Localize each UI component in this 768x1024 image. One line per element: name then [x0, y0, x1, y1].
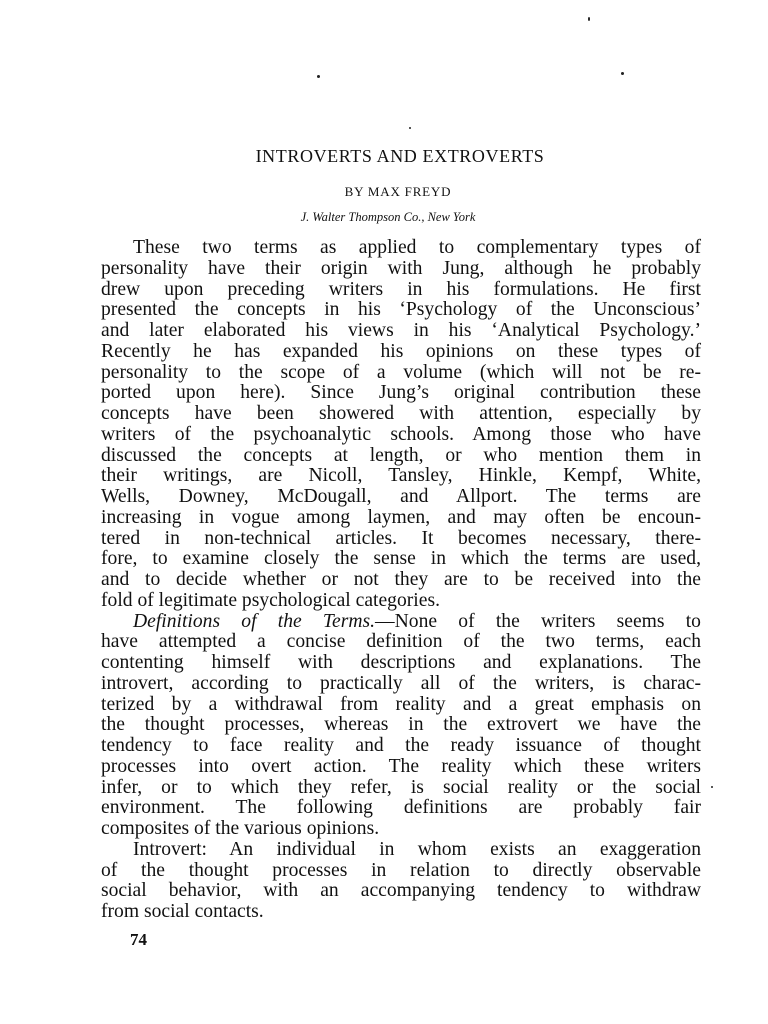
text-line	[101, 757, 701, 778]
text-line	[101, 653, 701, 674]
text-line	[101, 259, 701, 280]
scan-speck	[588, 17, 590, 21]
line-text: and later elaborated his views in his ‘Analytical Psychology.’	[101, 320, 701, 341]
line-text: Introvert: An individual in whom exists an exaggeration	[133, 838, 701, 860]
section-heading-italic: Definitions of the Terms.	[133, 610, 376, 632]
line-text: contenting himself with descriptions and explanations. The	[101, 652, 701, 673]
line-text: increasing in vogue among laymen, and may often be encoun-	[101, 506, 701, 528]
text-line	[101, 819, 701, 840]
paragraph	[101, 612, 701, 840]
line-text: their writings, are Nicoll, Tansley, Hinkle, Kempf, White,	[101, 465, 701, 487]
text-line	[101, 778, 701, 799]
text-line	[101, 466, 701, 487]
text-line	[101, 446, 701, 467]
paragraph	[101, 840, 701, 923]
text-line	[101, 363, 701, 384]
text-line	[101, 529, 701, 550]
line-text: and to decide whether or not they are to be received into the	[101, 569, 701, 590]
text-line	[101, 798, 701, 819]
line-text: writers of the psychoanalytic schools. Among those who have	[101, 423, 701, 445]
line-text: have attempted a concise definition of the two terms, each	[101, 631, 701, 653]
text-line	[101, 612, 701, 633]
line-text: composites of the various opinions.	[101, 818, 380, 839]
line-text: processes into overt action. The reality which these writers	[101, 755, 701, 777]
article-byline: BY MAX FREYD	[344, 184, 452, 199]
text-line	[101, 383, 701, 404]
line-text: terized by a withdrawal from reality and a great emphasis on	[101, 693, 701, 715]
line-text: ported upon here). Since Jung’s original contribution these	[101, 382, 701, 404]
text-line	[101, 715, 701, 736]
text-line	[101, 861, 701, 882]
article-body	[101, 238, 701, 923]
line-text: infer, or to which they refer, is social reality or the social	[101, 776, 701, 798]
line-text: Wells, Downey, McDougall, and Allport. The terms are	[101, 486, 701, 507]
line-text: These two terms as applied to complementary types of	[133, 237, 701, 258]
text-line	[101, 280, 701, 301]
text-line	[101, 736, 701, 757]
text-line	[101, 695, 701, 716]
line-text: discussed the concepts at length, or who mention them in	[101, 444, 701, 466]
text-line	[101, 674, 701, 695]
text-line	[101, 321, 701, 342]
page-number: 74	[130, 930, 147, 949]
article-title: INTROVERTS AND EXTROVERTS	[255, 146, 545, 166]
line-text: personality to the scope of a volume (which will not be re-	[101, 361, 701, 383]
line-text: personality have their origin with Jung, although he probably	[101, 257, 701, 279]
text-line	[101, 300, 701, 321]
text-line	[101, 487, 701, 508]
line-text: —None of the writers seems to	[375, 610, 701, 632]
text-line	[101, 404, 701, 425]
line-text: social behavior, with an accompanying tendency to withdraw	[101, 880, 701, 902]
text-line	[101, 840, 701, 861]
line-text: fold of legitimate psychological categories.	[101, 589, 440, 611]
paragraph	[101, 238, 701, 612]
scan-speck	[409, 127, 411, 129]
text-line	[101, 342, 701, 363]
text-line	[101, 425, 701, 446]
text-line	[101, 238, 701, 259]
scan-speck	[711, 786, 713, 788]
line-text: introvert, according to practically all of the writers, is charac-	[101, 672, 701, 694]
line-text: fore, to examine closely the sense in which the terms are used,	[101, 548, 701, 570]
line-text: of the thought processes in relation to directly observable	[101, 859, 701, 881]
text-line	[101, 508, 701, 529]
author-affiliation: J. Walter Thompson Co., New York	[300, 210, 476, 224]
line-text: the thought processes, whereas in the extrovert we have the	[101, 714, 701, 736]
line-text: tendency to face reality and the ready issuance of thought	[101, 735, 701, 756]
scan-speck	[621, 72, 624, 75]
line-text: concepts have been showered with attention, especially by	[101, 403, 701, 424]
text-line	[101, 549, 701, 570]
line-text: tered in non-technical articles. It becomes necessary, there-	[101, 527, 701, 549]
line-text: presented the concepts in his ‘Psychology of the Unconscious’	[101, 299, 701, 321]
line-text: from social contacts.	[101, 901, 264, 922]
text-line	[101, 881, 701, 902]
text-line	[101, 632, 701, 653]
scan-speck	[317, 75, 320, 78]
line-text: Recently he has expanded his opinions on these types of	[101, 340, 701, 362]
line-text: drew upon preceding writers in his formulations. He first	[101, 278, 701, 300]
text-line	[101, 570, 701, 591]
text-line	[101, 591, 701, 612]
text-line	[101, 902, 701, 923]
line-text: environment. The following definitions are probably fair	[101, 797, 701, 819]
